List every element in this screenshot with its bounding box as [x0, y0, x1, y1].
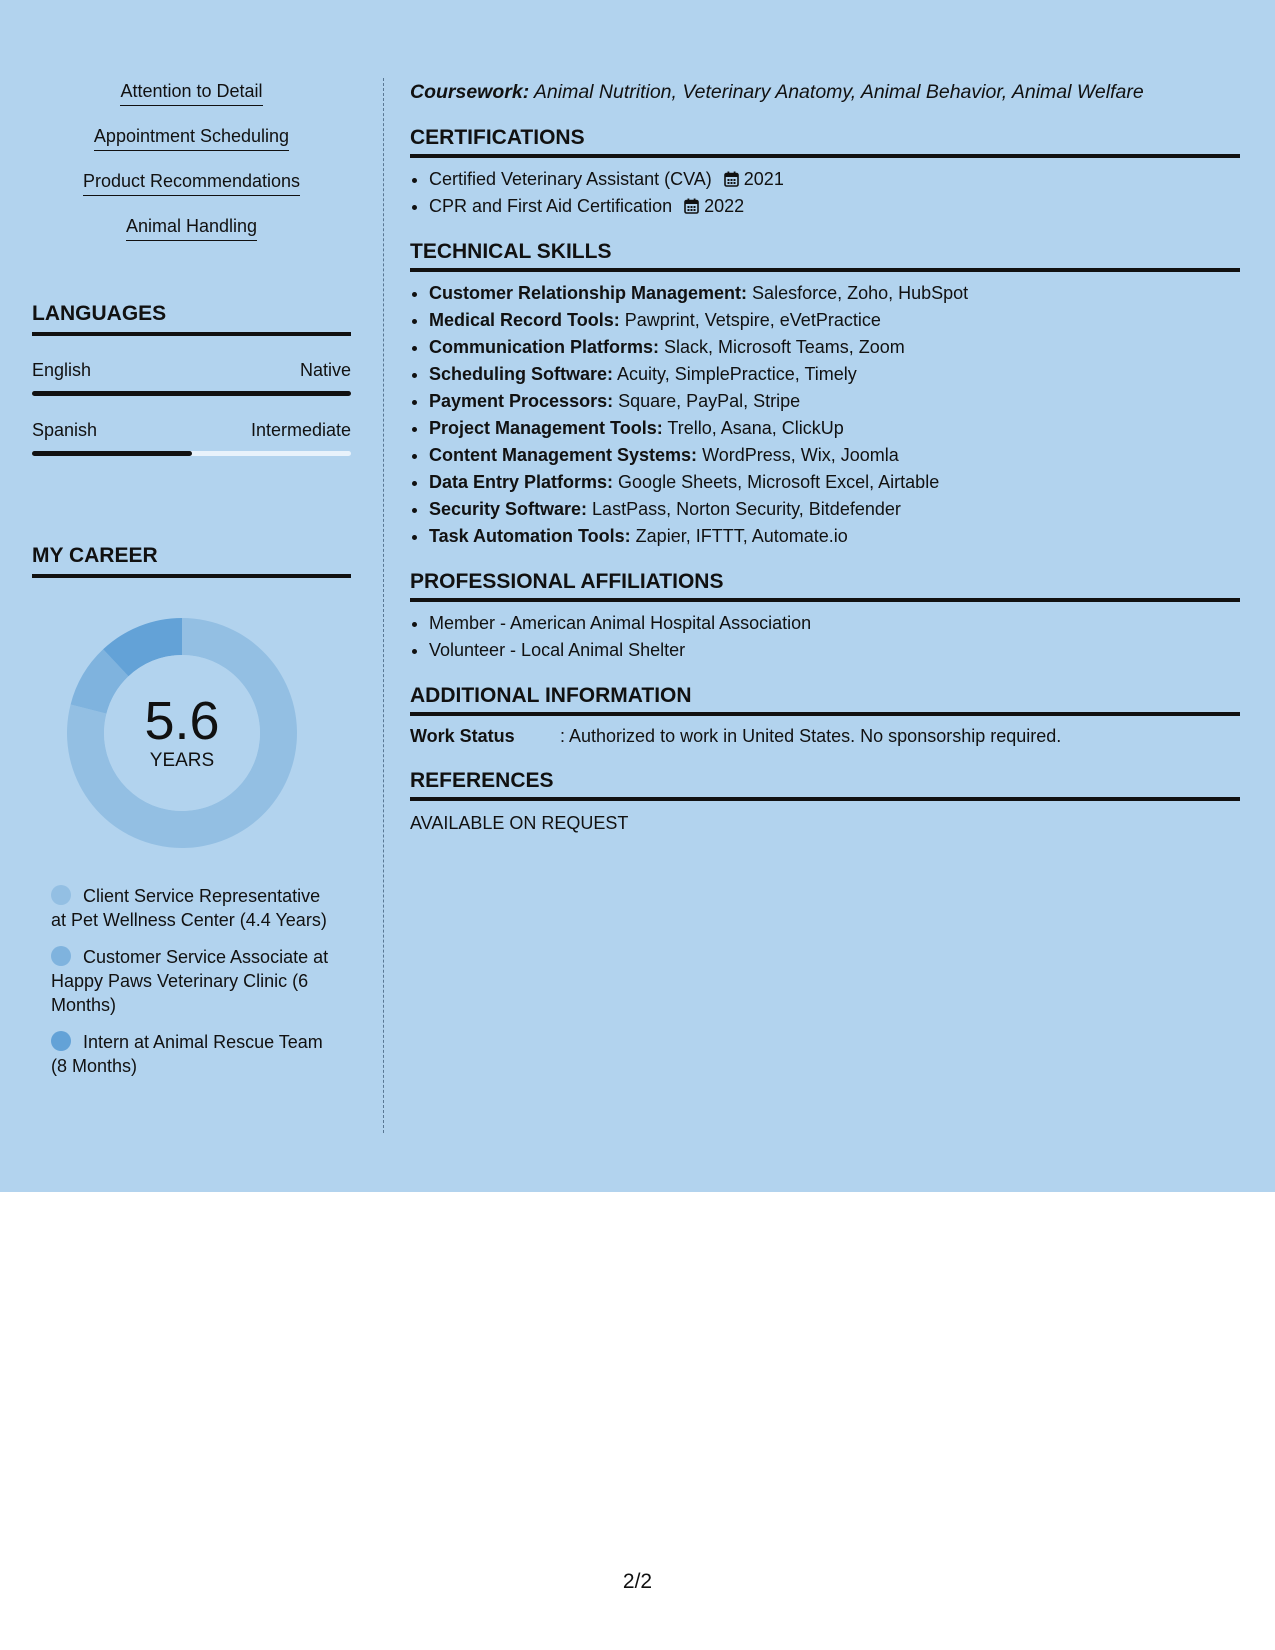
certification-item — [429, 166, 1240, 193]
affiliations-heading: PROFESSIONAL AFFILIATIONS — [410, 570, 1240, 602]
calendar-icon — [684, 198, 699, 214]
technical-skill-value: Zapier, IFTTT, Automate.io — [630, 526, 848, 546]
legend-label: Intern at Animal Rescue Team (8 Months) — [51, 1032, 323, 1076]
technical-skill-item — [429, 388, 1240, 415]
work-status-row — [410, 723, 1240, 749]
career-donut-center — [67, 618, 297, 848]
technical-skill-value: Pawprint, Vetspire, eVetPractice — [619, 310, 881, 330]
certification-year: 2021 — [743, 169, 784, 189]
career-heading: MY CAREER — [32, 544, 351, 578]
career-legend-item — [51, 884, 331, 932]
language-name: Spanish — [32, 420, 98, 440]
skill-tag: Attention to Detail — [120, 80, 262, 106]
technical-skill-item — [429, 415, 1240, 442]
language-proficiency-fill — [32, 391, 351, 396]
language-proficiency-bar — [32, 391, 351, 396]
technical-skill-label: Payment Processors: — [429, 391, 614, 411]
technical-skill-label: Data Entry Platforms: — [429, 472, 614, 492]
technical-skill-item — [429, 361, 1240, 388]
language-item — [32, 420, 351, 456]
technical-skill-label: Project Management Tools: — [429, 418, 663, 438]
technical-skill-label: Customer Relationship Management: — [429, 283, 748, 303]
certification-year: 2022 — [704, 196, 745, 216]
career-legend-item — [51, 1030, 331, 1078]
technical-skill-value: Google Sheets, Microsoft Excel, Airtable — [613, 472, 940, 492]
technical-skill-value: Square, PayPal, Stripe — [613, 391, 801, 411]
languages-heading: LANGUAGES — [32, 302, 351, 336]
affiliation-item: • Member - American Animal Hospital Association — [429, 610, 1240, 637]
technical-skill-value: Salesforce, Zoho, HubSpot — [747, 283, 969, 303]
coursework — [410, 78, 1240, 106]
calendar-icon — [724, 171, 739, 187]
certifications-list — [410, 166, 1240, 220]
work-status-value: : Authorized to work in United States. No sponsorship required. — [560, 726, 1062, 746]
affiliations-list — [410, 610, 1240, 664]
technical-skill-label: Communication Platforms: — [429, 337, 660, 357]
career-total-unit: YEARS — [149, 750, 215, 771]
career-legend — [51, 884, 331, 1078]
skills-list — [32, 80, 351, 260]
certification-name: Certified Veterinary Assistant (CVA) — [429, 169, 712, 189]
skill-tag: Appointment Scheduling — [94, 125, 289, 151]
technical-skill-value: WordPress, Wix, Joomla — [697, 445, 899, 465]
language-item — [32, 360, 351, 396]
certification-name: CPR and First Aid Certification — [429, 196, 673, 216]
certification-item — [429, 193, 1240, 220]
technical-skill-label: Security Software: — [429, 499, 588, 519]
technical-skills-heading: TECHNICAL SKILLS — [410, 240, 1240, 272]
legend-label: Client Service Representative at Pet Wellness Center (4.4 Years) — [51, 886, 327, 930]
legend-dot — [51, 885, 71, 905]
technical-skill-item — [429, 280, 1240, 307]
technical-skill-value: Slack, Microsoft Teams, Zoom — [659, 337, 905, 357]
career-section — [32, 544, 351, 1091]
technical-skill-item — [429, 469, 1240, 496]
references-heading: REFERENCES — [410, 769, 1240, 801]
technical-skill-item — [429, 496, 1240, 523]
technical-skill-item — [429, 442, 1240, 469]
technical-skills-list — [410, 280, 1240, 550]
career-donut-chart — [67, 618, 297, 848]
coursework-label: Coursework: — [410, 81, 530, 103]
technical-skill-value: Trello, Asana, ClickUp — [662, 418, 844, 438]
language-proficiency-bar — [32, 451, 351, 456]
legend-dot — [51, 1031, 71, 1051]
technical-skill-label: Medical Record Tools: — [429, 310, 620, 330]
legend-dot — [51, 946, 71, 966]
technical-skill-label: Content Management Systems: — [429, 445, 698, 465]
work-status-label: Work Status — [410, 726, 515, 746]
technical-skill-value: LastPass, Norton Security, Bitdefender — [587, 499, 901, 519]
left-column — [32, 80, 351, 1076]
references-text: AVAILABLE ON REQUEST — [410, 813, 629, 833]
technical-skill-item — [429, 523, 1240, 550]
career-total-years: 5.6 — [144, 691, 220, 751]
language-name: English — [32, 360, 92, 380]
technical-skill-label: Scheduling Software: — [429, 364, 614, 384]
affiliation-item: • Volunteer - Local Animal Shelter — [429, 637, 1240, 664]
skill-tag: Product Recommendations — [83, 170, 300, 196]
language-proficiency-fill — [32, 451, 192, 456]
legend-label: Customer Service Associate at Happy Paws Veterinary Clinic (6 Months) — [51, 947, 329, 1015]
additional-info-heading: ADDITIONAL INFORMATION — [410, 684, 1240, 716]
technical-skill-value: Acuity, SimplePractice, Timely — [613, 364, 857, 384]
technical-skill-label: Task Automation Tools: — [429, 526, 631, 546]
technical-skill-item — [429, 307, 1240, 334]
language-level: Native — [299, 360, 351, 380]
page-number: 2/2 — [622, 1570, 653, 1593]
languages-section — [32, 302, 351, 456]
certifications-heading: CERTIFICATIONS — [410, 126, 1240, 158]
skill-tag: Animal Handling — [126, 215, 257, 241]
technical-skill-item — [429, 334, 1240, 361]
column-divider — [383, 78, 384, 1133]
right-column — [410, 78, 1240, 834]
coursework-text: Animal Nutrition, Veterinary Anatomy, Animal Behavior, Animal Welfare — [529, 81, 1144, 103]
language-level: Intermediate — [250, 420, 351, 440]
career-legend-item — [51, 945, 331, 1017]
